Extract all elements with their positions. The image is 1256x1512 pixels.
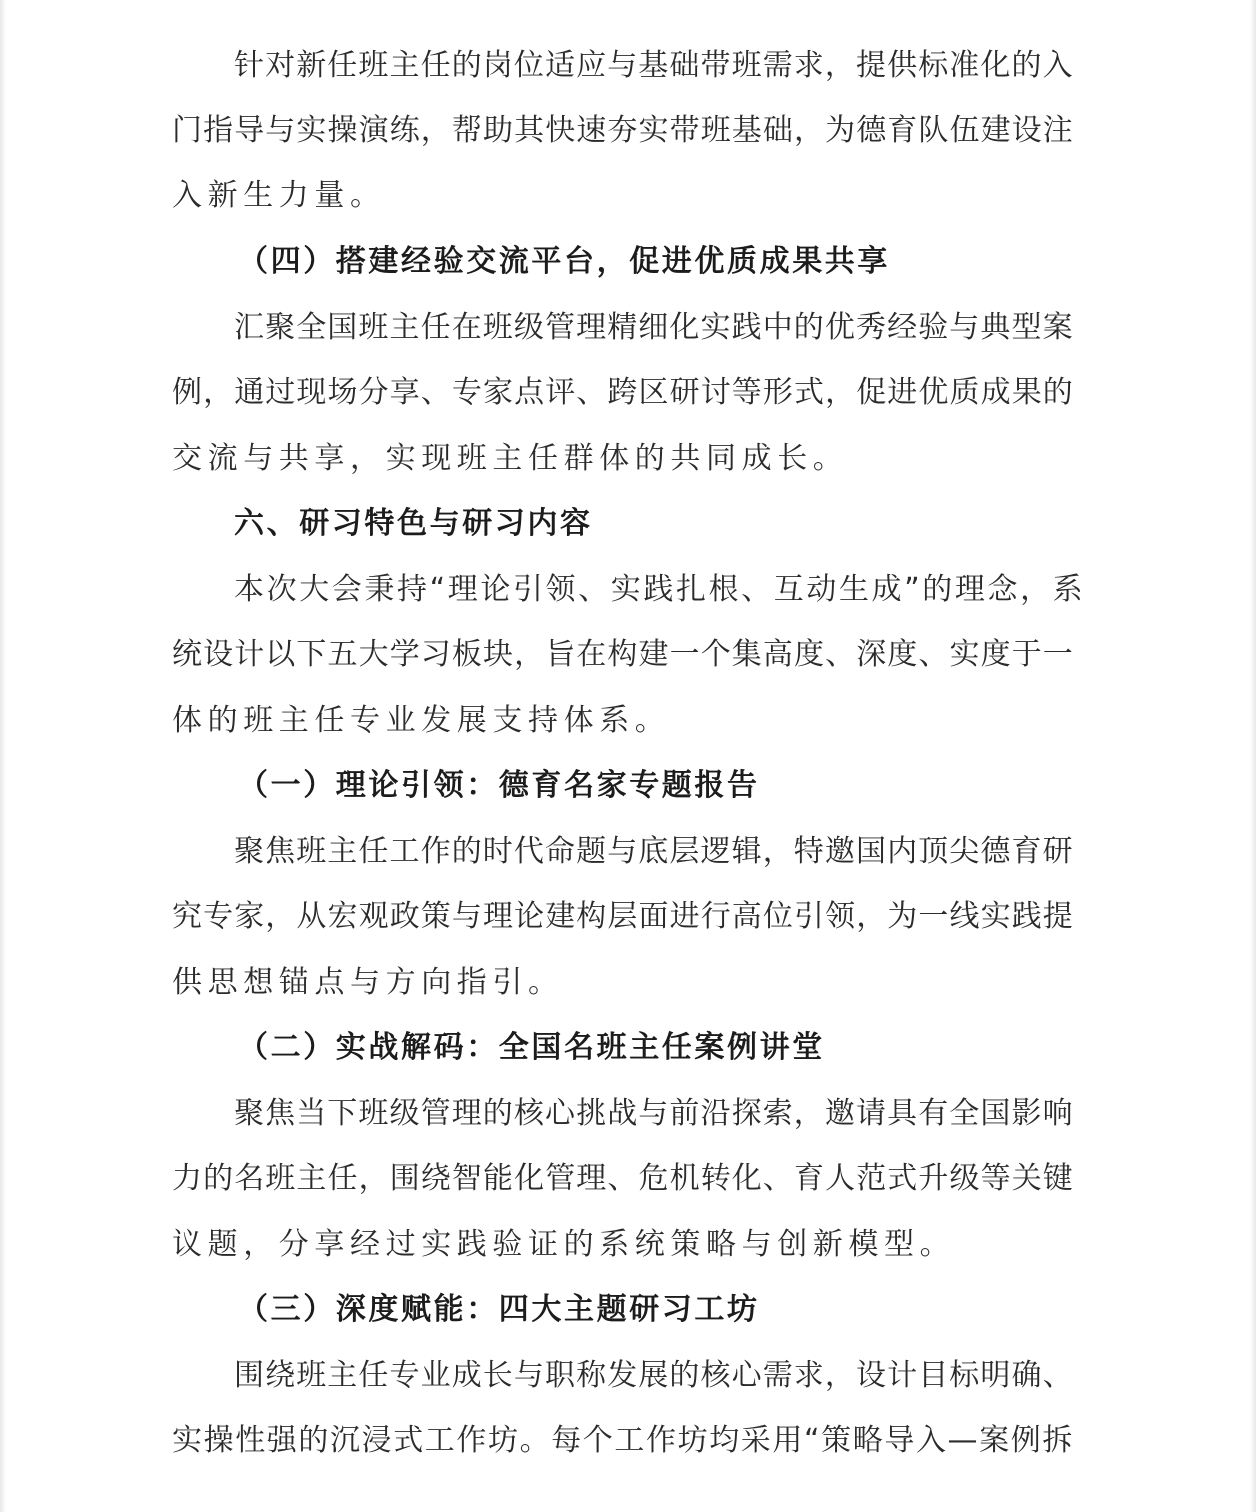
subsection-heading: （二）实战解码：全国名班主任案例讲堂 [238, 1030, 825, 1065]
paragraph-line: 针对新任班主任的岗位适应与基础带班需求，提供标准化的入 [234, 48, 1074, 83]
paragraph-line: 围绕班主任专业成长与职称发展的核心需求，设计目标明确、 [234, 1358, 1074, 1393]
paragraph-line: 究专家，从宏观政策与理论建构层面进行高位引领，为一线实践提 [172, 899, 1074, 934]
subsection-heading: （三）深度赋能：四大主题研习工坊 [238, 1292, 760, 1327]
paragraph-line: 聚焦班主任工作的时代命题与底层逻辑，特邀国内顶尖德育研 [234, 834, 1074, 869]
paragraph-line: 汇聚全国班主任在班级管理精细化实践中的优秀经验与典型案 [234, 310, 1074, 345]
paragraph-line: 统设计以下五大学习板块，旨在构建一个集高度、深度、实度于一 [172, 637, 1074, 672]
paragraph-line: 体的班主任专业发展支持体系。 [172, 703, 671, 738]
subsection-heading: （四）搭建经验交流平台，促进优质成果共享 [238, 244, 890, 279]
paragraph-line: 本次大会秉持“理论引领、实践扎根、互动生成”的理念，系 [234, 572, 1086, 607]
paragraph-line: 供思想锚点与方向指引。 [172, 965, 564, 1000]
paragraph-line: 入新生力量。 [172, 178, 386, 213]
subsection-heading: （一）理论引领：德育名家专题报告 [238, 768, 760, 803]
paragraph-line: 门指导与实操演练，帮助其快速夯实带班基础，为德育队伍建设注 [172, 113, 1074, 148]
paragraph-line: 聚焦当下班级管理的核心挑战与前沿探索，邀请具有全国影响 [234, 1096, 1074, 1131]
paragraph-line: 实操性强的沉浸式工作坊。每个工作坊均采用“策略导入—案例拆 [172, 1423, 1074, 1458]
page-right-edge [1250, 0, 1256, 1512]
section-heading: 六、研习特色与研习内容 [234, 506, 593, 541]
page-left-edge [0, 0, 6, 1512]
paragraph-line: 例，通过现场分享、专家点评、跨区研讨等形式，促进优质成果的 [172, 375, 1074, 410]
paragraph-line: 交流与共享，实现班主任群体的共同成长。 [172, 441, 849, 476]
paragraph-line: 力的名班主任，围绕智能化管理、危机转化、育人范式升级等关键 [172, 1161, 1074, 1196]
paragraph-line: 议题，分享经过实践验证的系统策略与创新模型。 [172, 1227, 956, 1262]
